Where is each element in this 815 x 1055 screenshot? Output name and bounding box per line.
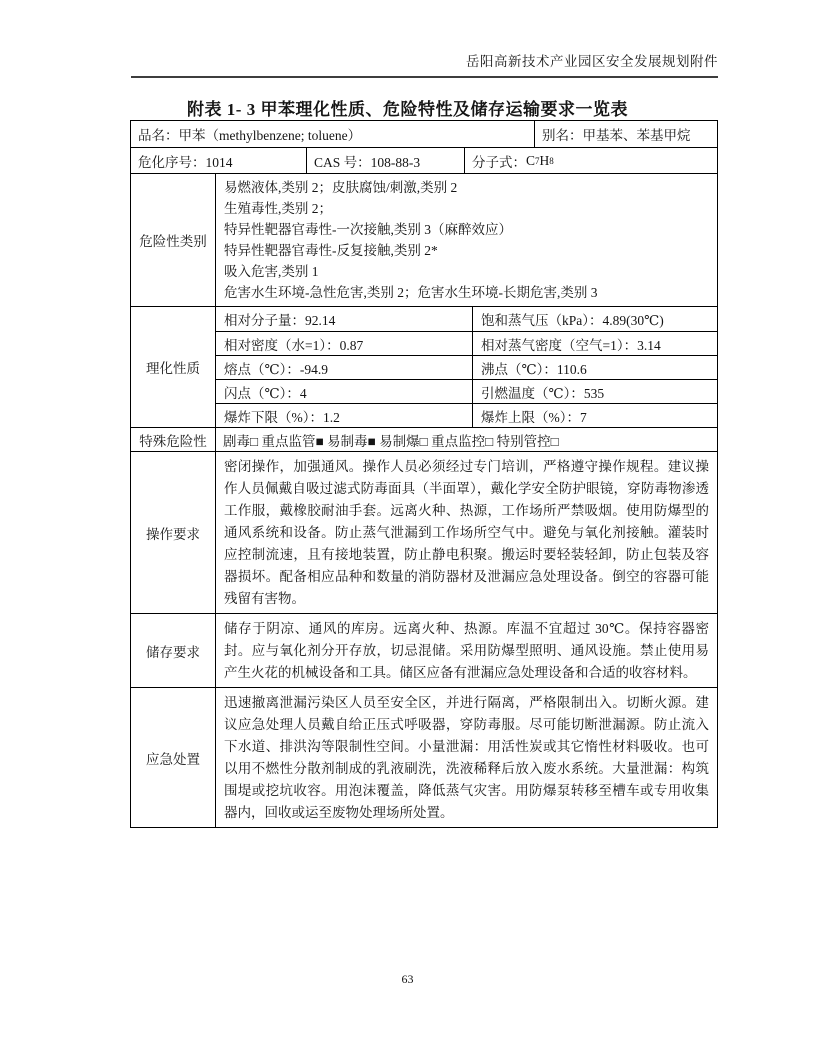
header-text: 岳阳高新技术产业园区安全发展规划附件 [466,54,718,69]
page-number: 63 [401,972,414,986]
formula-h: H [539,152,550,168]
operation-text: 密闭操作，加强通风。操作人员必须经过专门培训，严格遵守操作规程。建议操作人员佩戴自吸过滤式防毒面具（半面罩），戴化学安全防护眼镜，穿防毒物渗透工作服，戴橡胶耐油手套。远离火种、热源，工作场所严禁吸烟。使用防爆型的通风系统和设备。防止蒸气泄漏到工作场所空气中。避免与氧化剂接触。灌装时应控制流速，且有接地装置，防止静电积聚。搬运时要轻装轻卸，防止包装及容器损坏。配备相应品种和数量的消防器材及泄漏应急处理设备。倒空的容器可能残留有害物。 [224,459,709,606]
table-row-identifiers [131,147,717,173]
hazard-category-line: 特异性靶器官毒性-一次接触,类别 3（麻醉效应） [224,222,512,237]
hazard-category-label: 危险性类别 [131,174,216,306]
molecular-formula-cell: 分子式： C 7 H 8 [464,148,717,173]
melting-point-cell: 熔点（℃）：-94.9 [216,356,473,379]
storage-label: 储存要求 [131,614,216,687]
hazard-category-line: 危害水生环境-急性危害,类别 2；危害水生环境-长期危害,类别 3 [224,285,598,300]
cas-number-cell: CAS 号：108-88-3 [306,148,464,173]
physicochemical-row [216,331,717,355]
table-row-emergency [131,687,717,827]
formula-c: C [526,152,536,168]
alias-cell: 别名：甲基苯、苯基甲烷 [534,121,717,147]
page-header [131,50,718,78]
hazard-category-line: 吸入危害,类别 1 [224,264,319,279]
physicochemical-label: 理化性质 [131,307,216,427]
hazard-category-line: 特异性靶器官毒性-反复接触,类别 2* [224,243,438,258]
hazard-category-line: 生殖毒性,类别 2； [224,201,332,216]
hazard-category-line: 易燃液体,类别 2；皮肤腐蚀/刺激,类别 2 [224,180,458,195]
special-hazard-checkboxes: 剧毒□ 重点监管■ 易制毒■ 易制爆□ 重点监控□ 特别管控□ [223,433,559,449]
vapor-pressure-cell: 饱和蒸气压（kPa）：4.89(30℃) [481,313,664,328]
flash-point-cell: 闪点（℃）：4 [216,380,473,403]
vapor-density-cell: 相对蒸气密度（空气=1）：3.14 [481,337,661,353]
physicochemical-row [216,307,717,331]
table-row-physicochemical [131,306,717,427]
molecular-weight-cell: 相对分子量：92.14 [216,307,473,331]
table-row-storage [131,613,717,687]
relative-density-cell: 相对密度（水=1）：0.87 [216,332,473,355]
ignition-temperature-cell: 引燃温度（℃）：535 [481,385,605,401]
physicochemical-row [216,379,717,403]
explosion-lower-limit-cell: 爆炸下限（%）：1.2 [216,404,473,427]
emergency-label: 应急处置 [131,688,216,827]
table-row-hazard-category [131,173,717,306]
hazard-category-content [216,174,717,306]
table-row-special-hazard [131,427,717,451]
product-name-cell: 品名：甲苯（methylbenzene; toluene） [138,128,362,143]
special-hazard-label: 特殊危险性 [131,428,216,451]
toluene-properties-table [130,120,718,828]
emergency-text: 迅速撤离泄漏污染区人员至安全区，并进行隔离，严格限制出入。切断火源。建议应急处理人员戴自给正压式呼吸器，穿防毒服。尽可能切断泄漏源。防止流入下水道、排洪沟等限制性空间。小量泄漏：用活性炭或其它惰性材料吸收。也可以用不燃性分散剂制成的乳液刷洗，洗液稀释后放入废水系统。大量泄漏：构筑围堤或挖坑收容。用泡沫覆盖，降低蒸气灾害。用防爆泵转移至槽车或专用收集器内，回收或运至废物处理场所处置。 [224,695,709,820]
table-row-operation [131,451,717,613]
storage-text: 储存于阴凉、通风的库房。远离火种、热源。库温不宜超过 30℃。保持容器密封。应与氧化剂分开存放，切忌混储。采用防爆型照明、通风设施。禁止使用易产生火花的机械设备和工具。储区应备有泄漏应急处理设备和合适的收容材料。 [224,621,709,680]
page-title: 附表 1- 3 甲苯理化性质、危险特性及储存运输要求一览表 [187,100,628,119]
formula-label: 分子式： [472,154,526,170]
boiling-point-cell: 沸点（℃）：110.6 [481,361,587,377]
operation-label: 操作要求 [131,452,216,613]
explosion-upper-limit-cell: 爆炸上限（%）：7 [481,409,587,425]
hazard-number-cell: 危化序号：1014 [138,154,233,170]
physicochemical-grid [216,307,717,427]
table-row-name [131,121,717,147]
physicochemical-row [216,355,717,379]
physicochemical-row [216,403,717,427]
